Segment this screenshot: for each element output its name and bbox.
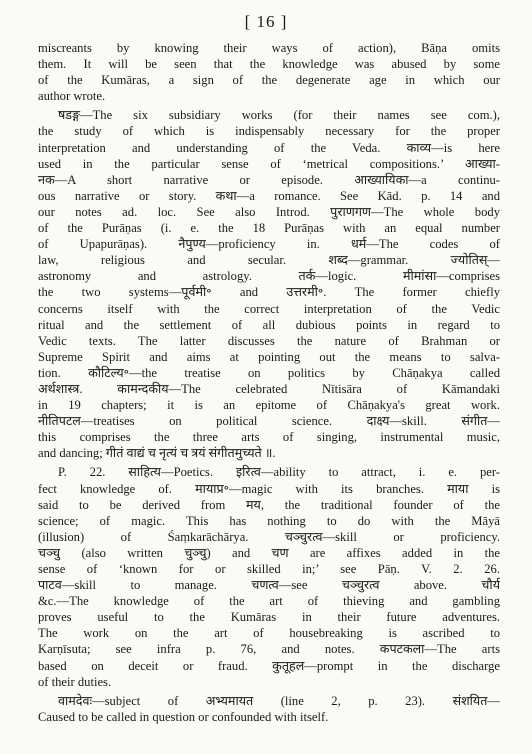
text-line: miscreants by knowing their ways of action), Bāṇa omits bbox=[38, 41, 500, 55]
paragraph bbox=[38, 693, 500, 725]
text-line: of Upapurāṇas). नैपुण्य—proficiency in. धर्म—The codes of bbox=[38, 237, 500, 252]
text-line: The work on the art of housebreaking is ascribed to bbox=[38, 626, 500, 641]
text-line: पाटव—skill to manage. चणत्व—see चञ्चुरत्व above. चौर्य bbox=[38, 578, 500, 593]
text-line: Supreme Spirit and aims at pointing out the means to salva- bbox=[38, 349, 500, 364]
text-line: &c.—The knowledge of the art of thieving and gambling bbox=[38, 594, 500, 609]
text-line: Karṇīsuta; see infra p. 76, and notes. कपटकला—The arts bbox=[38, 642, 500, 657]
text-line: the two systems—पूर्वमी॰ and उत्तरमी॰. The former chiefly bbox=[38, 285, 500, 300]
text-line: ous narrative or story. कथा—a romance. See Kād. p. 14 and bbox=[38, 188, 500, 203]
text-line: of the Kumāras, a sign of the degenerate age in which our bbox=[38, 73, 500, 88]
text-line: author wrote. bbox=[38, 89, 106, 104]
text-line: नक—A short narrative or episode. आख्यायिका—a continu- bbox=[38, 172, 500, 187]
text-line: ritual and the settlement of all dubious points in regard to bbox=[38, 317, 500, 332]
text-line: (illusion) of Śaṃkarāchārya. चञ्चुरत्व—skill or proficiency. bbox=[38, 529, 500, 544]
text-line: them. It will be seen that the knowledge was abused by some bbox=[38, 57, 500, 72]
body-text bbox=[38, 40, 500, 725]
text-line: the study of which is indispensably necessary for the proper bbox=[38, 124, 500, 139]
text-line: वामदेवः—subject of अभ्यमायत (line 2, p. 23). संशयित— bbox=[58, 693, 500, 708]
text-line: concerns itself with the correct interpretation of the Vedic bbox=[38, 301, 500, 316]
text-line: science; of magic. This has nothing to do with the Māyā bbox=[38, 513, 500, 528]
text-line: in 19 chapters; it is an epitome of Chāṇakya's great work. bbox=[38, 398, 500, 413]
text-line: नीतिपटल—treatises on political science. दाक्ष्य—skill. संगीत— bbox=[38, 414, 500, 429]
text-line: P. 22. साहित्य—Poetics. इरित्व—ability to attract, i. e. per- bbox=[58, 465, 500, 480]
text-line: used in the particular sense of ‘metrical compositions.’ आख्या- bbox=[38, 156, 500, 171]
text-line: Caused to be called in question or confounded with itself. bbox=[38, 709, 329, 724]
text-line: law, religious and secular. शब्द—grammar. ज्योतिस्— bbox=[38, 253, 500, 268]
text-line: said to be derived from मय, the traditional founder of the bbox=[38, 497, 500, 512]
text-line: astronomy and astrology. तर्क—logic. मीमांसा—comprises bbox=[38, 269, 500, 284]
text-line: proves useful to the Kumāras in their future adventures. bbox=[38, 610, 500, 625]
text-line: षडङ्ग—The six subsidiary works (for their names see com.), bbox=[58, 108, 500, 123]
text-line: and dancing; गीतं वाद्यं च नृत्यं च त्रयं संगीतमुच्यते ॥. bbox=[38, 446, 276, 461]
paragraph bbox=[38, 464, 500, 689]
page-number: [ 16 ] bbox=[244, 12, 288, 31]
text-line: interpretation and understanding of the Veda. काव्य—is here bbox=[38, 140, 500, 155]
text-line: अर्थशास्त्र. कामन्दकीय—The celebrated Nītisāra of Kāmandaki bbox=[38, 381, 500, 396]
text-line: fect knowledge of. मायाप्र॰—magic with its branches. माया is bbox=[38, 481, 500, 496]
text-line: based on deceit or fraud. कुतूहल—prompt in the discharge bbox=[38, 658, 500, 673]
text-line: this comprises the three arts of singing, instrumental music, bbox=[38, 430, 500, 445]
text-line: of their duties. bbox=[38, 674, 112, 689]
text-line: our notes ad. loc. See also Introd. पुराणगण—The whole body bbox=[38, 204, 500, 219]
text-line: Vedic texts. The latter discusses the nature of Brahman or bbox=[38, 333, 500, 348]
text-line: चञ्चु (also written चुञ्चु) and चण are affixes added in the bbox=[38, 545, 500, 560]
text-line: of the Purāṇas (i. e. the 18 Purāṇas with an equal number bbox=[38, 221, 500, 236]
text-line: tion. कौटिल्य॰—the treatise on politics by Chāṇakya called bbox=[38, 365, 500, 380]
paragraph bbox=[38, 40, 500, 104]
paragraph bbox=[38, 107, 500, 461]
text-line: sense of ‘known for or skilled in;’ see Pāṇ. V. 2. 26. bbox=[38, 562, 500, 576]
